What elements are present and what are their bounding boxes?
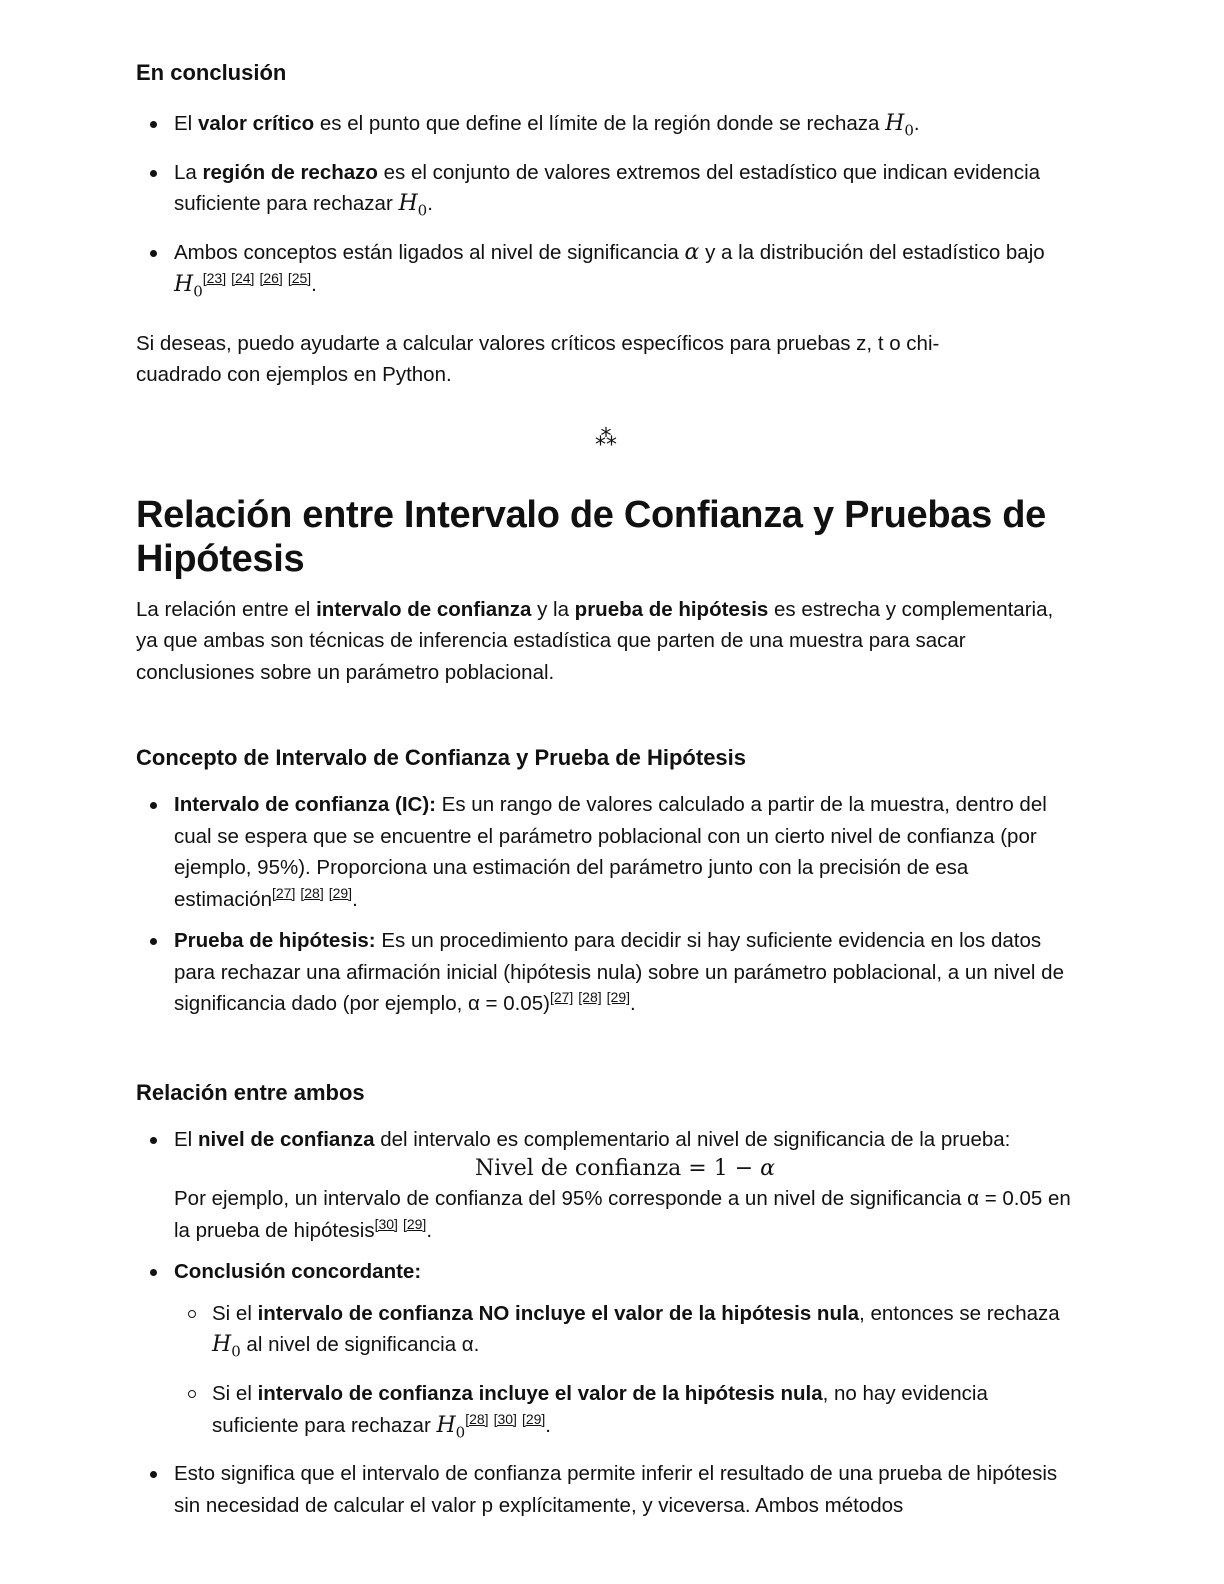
page-title: Relación entre Intervalo de Confianza y Pruebas de Hipótesis (136, 493, 1046, 580)
citation-link[interactable]: [27] (272, 884, 296, 901)
bold-term: Intervalo de confianza (IC): (174, 793, 436, 817)
math-h0: $H_0$ (174, 271, 203, 301)
citation-link[interactable]: [29] (402, 1215, 427, 1232)
math-h0: $H_0$ (212, 1332, 241, 1361)
list-item: Intervalo de confianza (IC): Es un rango de valores calculado a partir de la muestra, dentro del cual se espera que se encuentre el parámetro poblacional con un cierto nivel de confianza (por ejemplo, 95%). Proporciona una estimación del parámetro junto con la precisión de esa estimación[27] [28] [29]. (136, 789, 1076, 915)
concept-heading: Concepto de Intervalo de Confianza y Prueba de Hipótesis (136, 745, 747, 771)
sub-list-item: Si el intervalo de confianza NO incluye el valor de la hipótesis nula, entonces se rechaza $H_0$ al nivel de significancia α. (174, 1298, 1076, 1368)
sub-list-item: Si el intervalo de confianza incluye el valor de la hipótesis nula, no hay evidencia suficiente para rechazar $H_0[28] [30] [29]$. (174, 1378, 1076, 1448)
citation-link[interactable]: [24] (231, 269, 255, 286)
citation-link[interactable]: [29] (521, 1410, 546, 1427)
sub-list (174, 1298, 1076, 1449)
citations (465, 1411, 545, 1427)
citations (203, 270, 311, 286)
conclusion-heading: En conclusión (136, 60, 287, 85)
citation-link[interactable]: [28] (465, 1410, 489, 1427)
formula: Nivel de confianza = 1 − α (475, 1156, 775, 1182)
relation-list (136, 1124, 1076, 1522)
citation-link[interactable]: [30] (374, 1215, 398, 1232)
math-h0: $H_0$ (885, 111, 914, 140)
list-item: El valor crítico es el punto que define el límite de la región donde se rechaza $H_0$. (136, 108, 1076, 147)
list-item (136, 1256, 1076, 1448)
citations (272, 885, 352, 901)
citation-link[interactable]: [28] (300, 884, 324, 901)
bold-term: intervalo de confianza NO incluye el valor de la hipótesis nula (257, 1301, 860, 1325)
list-item: El nivel de confianza del intervalo es complementario al nivel de significancia de la prueba: Nivel de confianza = 1 − α Por ejemplo, un intervalo de confianza del 95% corresponde a un nivel de significancia α = 0.05 en la prueba de hipótesis[30] [29]. (136, 1124, 1076, 1247)
section-divider: ⁂ (595, 424, 617, 450)
list-item: Esto significa que el intervalo de confianza permite inferir el resultado de una prueba de hipótesis sin necesidad de calcular el valor p explícitamente, y viceversa. Ambos métodos (136, 1458, 1076, 1521)
list-item: Prueba de hipótesis: Es un procedimiento para decidir si hay suficiente evidencia en los datos para rechazar una afirmación inicial (hipótesis nula) sobre un parámetro poblacional, a un nivel de significancia dado (por ejemplo, α = 0.05)[27] [28] [29]. (136, 925, 1076, 1020)
citation-link[interactable]: [29] (606, 989, 631, 1006)
document-page (136, 58, 1076, 1521)
math-h0: $H_0$ (436, 1412, 466, 1441)
followup-paragraph: Si deseas, puedo ayudarte a calcular valores críticos específicos para pruebas z, t o chi-cuadrado con ejemplos en Python. (136, 331, 940, 387)
math-h0: $H_0$ (398, 191, 428, 220)
citation-link[interactable]: [26] (259, 269, 283, 286)
relation-heading: Relación entre ambos (136, 1079, 365, 1105)
citation-link[interactable]: [29] (328, 884, 353, 901)
bold-term: región de rechazo (202, 160, 378, 184)
citations (550, 989, 630, 1005)
concept-list (136, 789, 1076, 1020)
math-alpha: α (684, 240, 700, 266)
citations (375, 1216, 427, 1232)
list-item: La región de rechazo es el conjunto de valores extremos del estadístico que indican evidencia suficiente para rechazar $H_0$. (136, 157, 1076, 227)
bold-term: valor crítico (197, 112, 315, 135)
citation-link[interactable]: [30] (493, 1410, 517, 1427)
conclusion-list (136, 108, 1076, 308)
bold-term: Conclusión concordante: (174, 1260, 422, 1284)
bold-term: prueba de hipótesis (574, 597, 769, 621)
citation-link[interactable]: [28] (578, 989, 602, 1006)
citation-link[interactable]: [27] (549, 989, 574, 1006)
bold-term: Prueba de hipótesis: (174, 929, 376, 953)
bold-term: intervalo de confianza (316, 597, 532, 621)
intro-paragraph: La relación entre el intervalo de confianza y la prueba de hipótesis es estrecha y complementaria, ya que ambas son técnicas de inferencia estadística que parten de una muestra para sacar conclusiones sobre un parámetro poblacional. (136, 597, 1054, 684)
bold-term: nivel de confianza (197, 1127, 375, 1151)
bold-term: intervalo de confianza incluye el valor de la hipótesis nula (257, 1382, 823, 1406)
citation-link[interactable]: [23] (202, 269, 227, 286)
citation-link[interactable]: [25] (287, 269, 312, 286)
list-item: Ambos conceptos están ligados al nivel de significancia α y a la distribución del estadístico bajo $H_0[23] [24] [26] [25]$. (136, 237, 1076, 307)
